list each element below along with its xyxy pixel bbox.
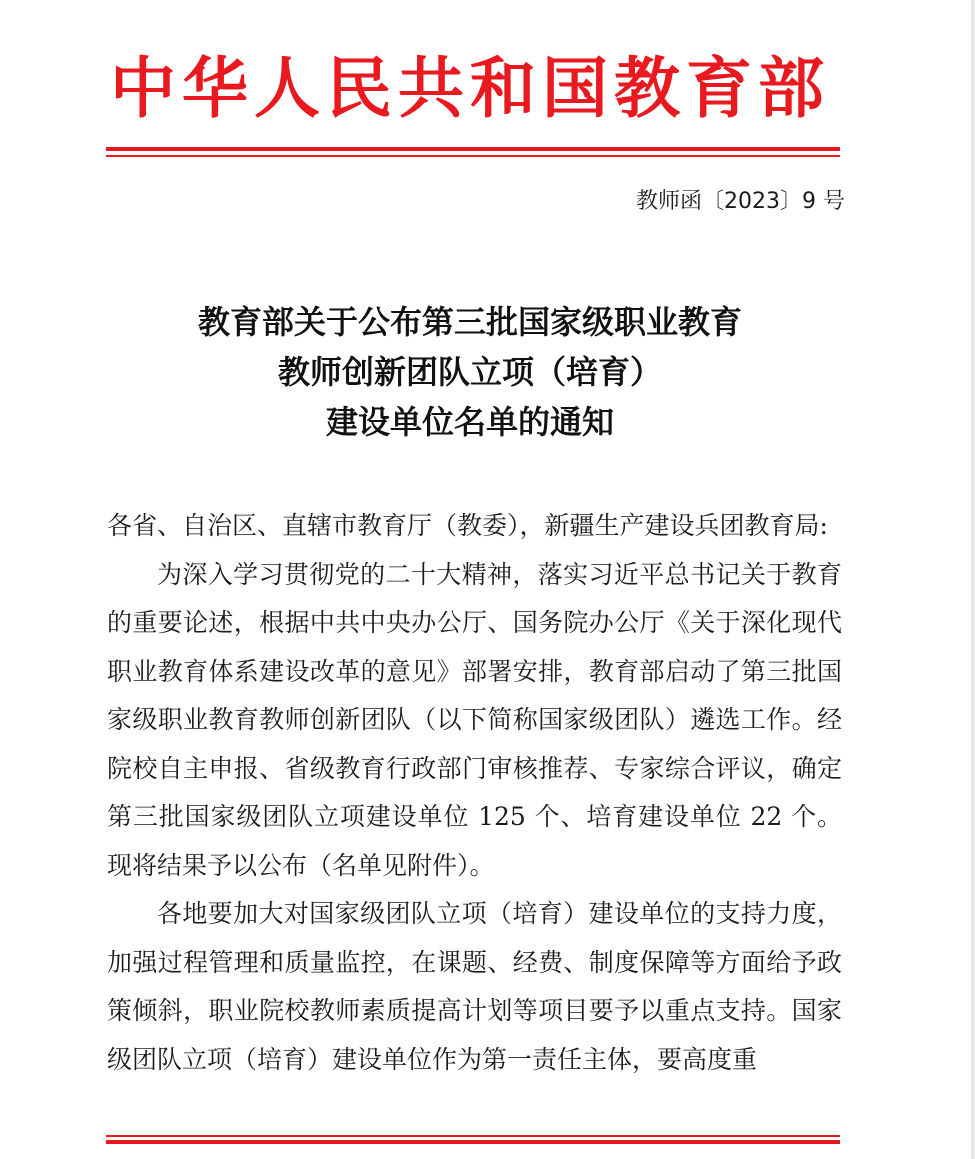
footer-rule-thick — [106, 1140, 840, 1144]
title-line: 教育部关于公布第三批国家级职业教育 — [197, 303, 742, 341]
header-rule-thick — [106, 147, 840, 151]
page-edge — [971, 0, 975, 1159]
document-title — [100, 297, 840, 447]
body-paragraph: 为深入学习贯彻党的二十大精神，落实习近平总书记关于教育的重要论述，根据中共中央办公厅、国务院办公厅《关于深化现代职业教育体系建设改革的意见》部署安排，教育部启动了第三批国家级职业教育教师创新团队（以下简称国家级团队）遴选工作。经院校自主申报、省级教育行政部门审核推荐、专家综合评议，确定第三批国家级团队立项建设单位 125 个、培育建设单位 22 个。现将结果予以公布（名单见附件）。 — [107, 559, 842, 880]
salutation: 各省、自治区、直辖市教育厅（教委），新疆生产建设兵团教育局: — [107, 511, 828, 540]
title-line: 教师创新团队立项（培育） — [277, 353, 662, 391]
body-paragraph: 各地要加大对国家级团队立项（培育）建设单位的支持力度，加强过程管理和质量监控，在课题、经费、制度保障等方面给予政策倾斜，职业院校教师素质提高计划等项目要予以重点支持。国家级团队立项（培育）建设单位作为第一责任主体，要高度重 — [107, 899, 842, 1074]
footer-rule-thin — [106, 1135, 840, 1137]
document-number: 教师函〔2023〕9 号 — [636, 189, 845, 214]
document-body — [107, 502, 842, 1084]
title-line: 建设单位名单的通知 — [325, 403, 614, 441]
header-rule-thin — [106, 155, 840, 157]
agency-header: 中华人民共和国教育部 — [110, 50, 830, 127]
